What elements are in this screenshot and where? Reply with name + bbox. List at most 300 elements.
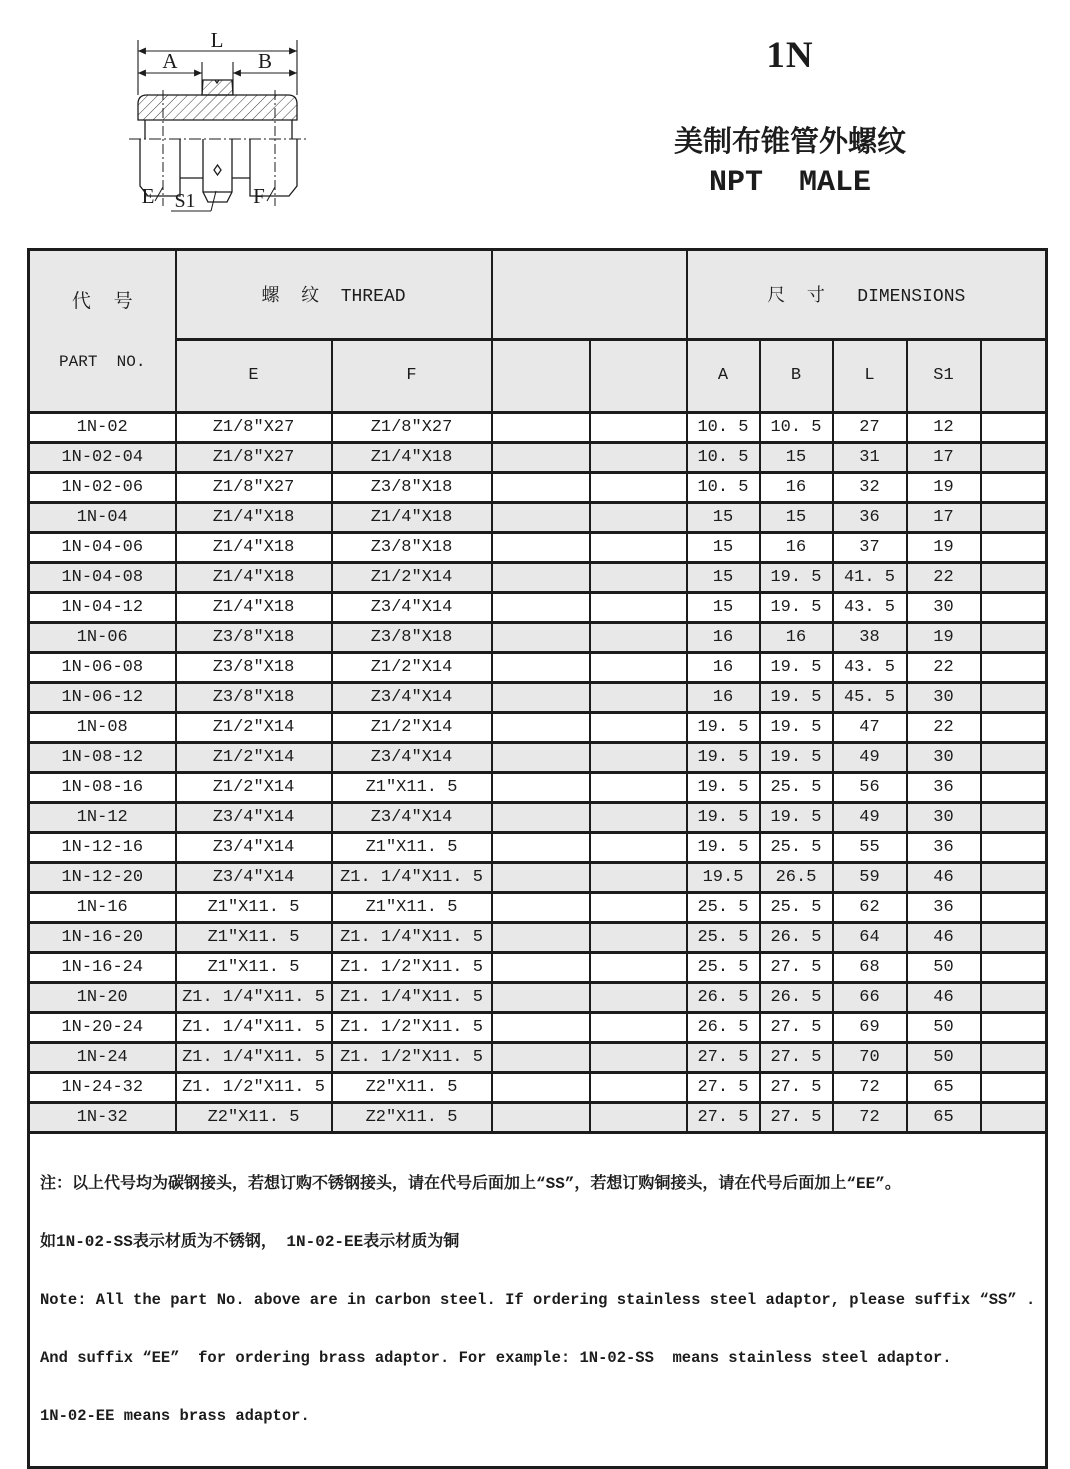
- cell-thread-e: Z1″X11. 5: [176, 893, 332, 923]
- cell-empty: [590, 443, 687, 473]
- table-row: [29, 773, 1047, 803]
- cell-dim-b: 25. 5: [760, 893, 833, 923]
- header-col-l: L: [833, 339, 907, 412]
- cell-dim-b: 19. 5: [760, 653, 833, 683]
- cell-dim-b: 25. 5: [760, 833, 833, 863]
- cell-dim-l: 69: [833, 1013, 907, 1043]
- cell-thread-f: Z1/8″X27: [332, 413, 492, 443]
- cell-part-no: 1N-20-24: [29, 1013, 176, 1043]
- table-row: [29, 863, 1047, 893]
- cell-dim-s1: 30: [907, 803, 981, 833]
- cell-empty: [590, 1043, 687, 1073]
- cell-empty: [590, 1073, 687, 1103]
- cell-dim-l: 43. 5: [833, 593, 907, 623]
- cell-empty: [590, 623, 687, 653]
- cell-thread-f: Z3/4″X14: [332, 683, 492, 713]
- cell-dim-s1: 12: [907, 413, 981, 443]
- cell-dim-a: 15: [687, 593, 760, 623]
- cell-thread-f: Z1. 1/2″X11. 5: [332, 1043, 492, 1073]
- cell-thread-f: Z3/8″X18: [332, 623, 492, 653]
- table-row: [29, 923, 1047, 953]
- cell-empty: [492, 1073, 590, 1103]
- cell-thread-e: Z1. 1/4″X11. 5: [176, 1043, 332, 1073]
- header-col-empty-1: [492, 339, 590, 412]
- cell-dim-s1: 17: [907, 443, 981, 473]
- cell-dim-a: 25. 5: [687, 953, 760, 983]
- cell-empty: [492, 683, 590, 713]
- cell-empty: [492, 593, 590, 623]
- cell-dim-a: 15: [687, 563, 760, 593]
- cell-empty: [981, 743, 1047, 773]
- note-row: [29, 1133, 1047, 1468]
- cell-part-no: 1N-16-24: [29, 953, 176, 983]
- cell-empty: [492, 713, 590, 743]
- table-row: [29, 473, 1047, 503]
- table-row: [29, 713, 1047, 743]
- cell-dim-b: 15: [760, 503, 833, 533]
- cell-dim-l: 66: [833, 983, 907, 1013]
- cell-empty: [590, 983, 687, 1013]
- cell-dim-l: 72: [833, 1073, 907, 1103]
- cell-dim-s1: 46: [907, 923, 981, 953]
- header-part-no: [29, 250, 176, 413]
- table-row: [29, 563, 1047, 593]
- header-thread-group: 螺 纹 THREAD: [176, 250, 492, 340]
- cell-thread-f: Z1. 1/4″X11. 5: [332, 983, 492, 1013]
- cell-thread-e: Z1/2″X14: [176, 743, 332, 773]
- cell-empty: [492, 1013, 590, 1043]
- cell-dim-b: 26.5: [760, 863, 833, 893]
- cell-empty: [590, 743, 687, 773]
- cell-thread-e: Z1/4″X18: [176, 533, 332, 563]
- subtitle-chinese: 美制布锥管外螺纹: [673, 126, 906, 158]
- note-line-cn-2: 如1N-02-SS表示材质为不锈钢， 1N-02-EE表示材质为铜: [40, 1233, 460, 1251]
- note-line-en-3: 1N-02-EE means brass adaptor.: [40, 1407, 310, 1425]
- cell-part-no: 1N-12-20: [29, 863, 176, 893]
- cell-part-no: 1N-08-12: [29, 743, 176, 773]
- cell-empty: [590, 413, 687, 443]
- cell-empty: [492, 1103, 590, 1133]
- cell-dim-l: 31: [833, 443, 907, 473]
- cell-dim-l: 55: [833, 833, 907, 863]
- cell-part-no: 1N-24: [29, 1043, 176, 1073]
- cell-thread-e: Z1. 1/2″X11. 5: [176, 1073, 332, 1103]
- cell-empty: [981, 413, 1047, 443]
- cell-thread-f: Z2″X11. 5: [332, 1103, 492, 1133]
- cell-thread-e: Z3/8″X18: [176, 653, 332, 683]
- cell-dim-b: 19. 5: [760, 803, 833, 833]
- cell-empty: [492, 953, 590, 983]
- cell-dim-l: 45. 5: [833, 683, 907, 713]
- cell-empty: [492, 473, 590, 503]
- cell-dim-l: 68: [833, 953, 907, 983]
- header-col-empty-3: [981, 339, 1047, 412]
- note-line-en-2: And suffix “EE” for ordering brass adaptor. For example: 1N-02-SS means stainless steel adaptor.: [40, 1349, 952, 1367]
- cell-thread-e: Z1. 1/4″X11. 5: [176, 983, 332, 1013]
- cell-thread-f: Z3/4″X14: [332, 593, 492, 623]
- cell-dim-b: 19. 5: [760, 563, 833, 593]
- table-row: [29, 593, 1047, 623]
- cell-dim-b: 16: [760, 533, 833, 563]
- cell-empty: [590, 773, 687, 803]
- dim-label-e: E: [141, 184, 155, 208]
- table-row: [29, 953, 1047, 983]
- cell-empty: [981, 1103, 1047, 1133]
- cell-part-no: 1N-04-12: [29, 593, 176, 623]
- table-row: [29, 743, 1047, 773]
- cell-empty: [590, 653, 687, 683]
- cell-empty: [590, 533, 687, 563]
- cell-thread-f: Z1″X11. 5: [332, 773, 492, 803]
- header-col-e: E: [176, 339, 332, 412]
- cell-dim-b: 27. 5: [760, 1073, 833, 1103]
- cell-thread-e: Z1″X11. 5: [176, 953, 332, 983]
- cell-empty: [981, 623, 1047, 653]
- dim-label-f: F: [253, 184, 265, 208]
- table-row: [29, 1073, 1047, 1103]
- cell-dim-l: 56: [833, 773, 907, 803]
- cell-dim-l: 59: [833, 863, 907, 893]
- cell-dim-s1: 19: [907, 533, 981, 563]
- header-col-f: F: [332, 339, 492, 412]
- cell-thread-e: Z1/8″X27: [176, 443, 332, 473]
- table-row: [29, 893, 1047, 923]
- cell-thread-f: Z2″X11. 5: [332, 1073, 492, 1103]
- cell-dim-s1: 19: [907, 623, 981, 653]
- cell-empty: [590, 803, 687, 833]
- cell-dim-b: 19. 5: [760, 743, 833, 773]
- header-col-empty-2: [590, 339, 687, 412]
- dim-label-s1: S1: [174, 190, 196, 212]
- cell-thread-f: Z1/4″X18: [332, 503, 492, 533]
- cell-dim-l: 38: [833, 623, 907, 653]
- cell-thread-f: Z1/2″X14: [332, 563, 492, 593]
- cell-empty: [981, 503, 1047, 533]
- cell-dim-a: 10. 5: [687, 443, 760, 473]
- cell-dim-l: 47: [833, 713, 907, 743]
- dim-label-a: A: [162, 49, 178, 73]
- cell-empty: [590, 833, 687, 863]
- cell-dim-b: 27. 5: [760, 1013, 833, 1043]
- cell-dim-b: 25. 5: [760, 773, 833, 803]
- cell-empty: [590, 563, 687, 593]
- cell-dim-s1: 17: [907, 503, 981, 533]
- cell-part-no: 1N-04: [29, 503, 176, 533]
- cell-empty: [981, 893, 1047, 923]
- cell-dim-s1: 50: [907, 953, 981, 983]
- cell-dim-s1: 65: [907, 1103, 981, 1133]
- cell-dim-a: 16: [687, 683, 760, 713]
- header-col-a: A: [687, 339, 760, 412]
- cell-dim-b: 10. 5: [760, 413, 833, 443]
- cell-dim-l: 62: [833, 893, 907, 923]
- cell-empty: [981, 443, 1047, 473]
- cell-dim-l: 41. 5: [833, 563, 907, 593]
- cell-empty: [492, 833, 590, 863]
- cell-dim-l: 27: [833, 413, 907, 443]
- cell-empty: [981, 563, 1047, 593]
- cell-dim-s1: 30: [907, 593, 981, 623]
- table-row: [29, 803, 1047, 833]
- cell-dim-a: 10. 5: [687, 413, 760, 443]
- cell-dim-a: 26. 5: [687, 983, 760, 1013]
- cell-thread-e: Z2″X11. 5: [176, 1103, 332, 1133]
- cell-empty: [590, 503, 687, 533]
- cell-thread-f: Z3/8″X18: [332, 473, 492, 503]
- cell-thread-f: Z1/2″X14: [332, 653, 492, 683]
- cell-empty: [590, 1013, 687, 1043]
- cell-dim-s1: 36: [907, 773, 981, 803]
- cell-empty: [981, 863, 1047, 893]
- cell-empty: [981, 773, 1047, 803]
- cell-empty: [590, 593, 687, 623]
- cell-dim-b: 16: [760, 623, 833, 653]
- cell-dim-l: 64: [833, 923, 907, 953]
- cell-thread-e: Z1″X11. 5: [176, 923, 332, 953]
- cell-dim-a: 27. 5: [687, 1043, 760, 1073]
- cell-dim-b: 27. 5: [760, 1043, 833, 1073]
- dim-label-b: B: [257, 49, 273, 73]
- cell-empty: [981, 833, 1047, 863]
- cell-empty: [590, 713, 687, 743]
- cell-thread-e: Z3/8″X18: [176, 623, 332, 653]
- cell-dim-s1: 46: [907, 983, 981, 1013]
- table-row: [29, 653, 1047, 683]
- cell-empty: [492, 923, 590, 953]
- cell-empty: [492, 863, 590, 893]
- cell-dim-b: 19. 5: [760, 593, 833, 623]
- dim-label-l: L: [210, 28, 224, 52]
- cell-thread-e: Z3/4″X14: [176, 833, 332, 863]
- cell-empty: [981, 1043, 1047, 1073]
- cell-dim-l: 32: [833, 473, 907, 503]
- table-header: [29, 250, 1047, 413]
- cell-dim-l: 70: [833, 1043, 907, 1073]
- table-row: [29, 683, 1047, 713]
- cell-thread-f: Z3/4″X14: [332, 803, 492, 833]
- cell-thread-e: Z1/4″X18: [176, 503, 332, 533]
- table-row: [29, 983, 1047, 1013]
- cell-thread-f: Z1. 1/4″X11. 5: [332, 923, 492, 953]
- table-row: [29, 1103, 1047, 1133]
- cell-dim-b: 16: [760, 473, 833, 503]
- cell-part-no: 1N-20: [29, 983, 176, 1013]
- cell-dim-s1: 36: [907, 893, 981, 923]
- cell-empty: [981, 1013, 1047, 1043]
- cell-thread-f: Z1. 1/4″X11. 5: [332, 863, 492, 893]
- cell-dim-a: 19. 5: [687, 773, 760, 803]
- cell-empty: [590, 953, 687, 983]
- subtitle-english: NPT MALE: [708, 166, 872, 200]
- cell-empty: [590, 893, 687, 923]
- cell-dim-a: 10. 5: [687, 473, 760, 503]
- table-row: [29, 1013, 1047, 1043]
- cell-dim-l: 36: [833, 503, 907, 533]
- note-line-cn-1: 注：以上代号均为碳钢接头，若想订购不锈钢接头，请在代号后面加上“SS”，若想订购铜接头，请在代号后面加上“EE”。: [40, 1175, 901, 1193]
- cell-empty: [492, 623, 590, 653]
- cell-dim-a: 27. 5: [687, 1103, 760, 1133]
- cell-dim-a: 27. 5: [687, 1073, 760, 1103]
- cell-thread-f: Z1. 1/2″X11. 5: [332, 1013, 492, 1043]
- cell-dim-s1: 22: [907, 563, 981, 593]
- cell-dim-s1: 30: [907, 743, 981, 773]
- cell-empty: [590, 923, 687, 953]
- cell-empty: [590, 473, 687, 503]
- cell-dim-a: 16: [687, 623, 760, 653]
- table-row: [29, 533, 1047, 563]
- cell-part-no: 1N-04-08: [29, 563, 176, 593]
- cell-empty: [590, 863, 687, 893]
- cell-dim-b: 19. 5: [760, 713, 833, 743]
- header-empty-group: [492, 250, 687, 340]
- cell-dim-a: 19. 5: [687, 833, 760, 863]
- cell-dim-b: 27. 5: [760, 1103, 833, 1133]
- cell-dim-s1: 22: [907, 653, 981, 683]
- cell-part-no: 1N-24-32: [29, 1073, 176, 1103]
- cell-dim-a: 15: [687, 533, 760, 563]
- cell-dim-b: 26. 5: [760, 983, 833, 1013]
- table-row: [29, 413, 1047, 443]
- cell-part-no: 1N-02-06: [29, 473, 176, 503]
- cell-part-no: 1N-16-20: [29, 923, 176, 953]
- cell-empty: [492, 1043, 590, 1073]
- cell-empty: [492, 893, 590, 923]
- cell-thread-e: Z1/8″X27: [176, 413, 332, 443]
- cell-thread-e: Z1. 1/4″X11. 5: [176, 1013, 332, 1043]
- table-row: [29, 443, 1047, 473]
- cell-thread-f: Z1/4″X18: [332, 443, 492, 473]
- cell-thread-e: Z1/4″X18: [176, 563, 332, 593]
- cell-thread-f: Z3/8″X18: [332, 533, 492, 563]
- cell-thread-e: Z3/4″X14: [176, 863, 332, 893]
- cell-part-no: 1N-12: [29, 803, 176, 833]
- cell-dim-a: 25. 5: [687, 923, 760, 953]
- cell-part-no: 1N-06: [29, 623, 176, 653]
- cell-part-no: 1N-08: [29, 713, 176, 743]
- cell-thread-e: Z1/8″X27: [176, 473, 332, 503]
- cell-dim-s1: 50: [907, 1013, 981, 1043]
- cell-dim-b: 27. 5: [760, 953, 833, 983]
- cell-part-no: 1N-32: [29, 1103, 176, 1133]
- note-line-en-1: Note: All the part No. above are in carbon steel. If ordering stainless steel adaptor, please suffix “SS” .: [40, 1291, 1036, 1309]
- note-section: [29, 1133, 1047, 1468]
- cell-dim-s1: 46: [907, 863, 981, 893]
- cell-dim-b: 19. 5: [760, 683, 833, 713]
- cell-part-no: 1N-12-16: [29, 833, 176, 863]
- cell-part-no: 1N-08-16: [29, 773, 176, 803]
- cell-dim-l: 37: [833, 533, 907, 563]
- cell-empty: [492, 803, 590, 833]
- cell-thread-e: Z1/2″X14: [176, 713, 332, 743]
- header-col-b: B: [760, 339, 833, 412]
- cell-dim-l: 49: [833, 803, 907, 833]
- cell-empty: [590, 683, 687, 713]
- table-row: [29, 623, 1047, 653]
- header-part-no-cn: 代 号: [71, 291, 133, 313]
- cell-thread-f: Z3/4″X14: [332, 743, 492, 773]
- cell-empty: [492, 743, 590, 773]
- cell-dim-l: 43. 5: [833, 653, 907, 683]
- table-row: [29, 1043, 1047, 1073]
- cell-empty: [981, 713, 1047, 743]
- cell-dim-a: 19. 5: [687, 803, 760, 833]
- cell-empty: [981, 923, 1047, 953]
- cell-empty: [590, 1103, 687, 1133]
- cell-dim-a: 16: [687, 653, 760, 683]
- cell-empty: [981, 593, 1047, 623]
- cell-thread-f: Z1. 1/2″X11. 5: [332, 953, 492, 983]
- table-row: [29, 503, 1047, 533]
- page-title: 1N: [766, 35, 814, 76]
- cell-dim-s1: 19: [907, 473, 981, 503]
- cell-dim-b: 26. 5: [760, 923, 833, 953]
- cell-thread-f: Z1″X11. 5: [332, 833, 492, 863]
- cell-dim-s1: 22: [907, 713, 981, 743]
- cell-dim-l: 72: [833, 1103, 907, 1133]
- cell-dim-a: 19. 5: [687, 713, 760, 743]
- cell-thread-e: Z3/8″X18: [176, 683, 332, 713]
- cell-empty: [492, 503, 590, 533]
- cell-dim-s1: 65: [907, 1073, 981, 1103]
- cell-empty: [981, 953, 1047, 983]
- cell-thread-f: Z1/2″X14: [332, 713, 492, 743]
- cell-empty: [492, 773, 590, 803]
- cell-thread-e: Z1/4″X18: [176, 593, 332, 623]
- cell-part-no: 1N-02-04: [29, 443, 176, 473]
- cell-empty: [981, 803, 1047, 833]
- cell-empty: [981, 473, 1047, 503]
- title-block: [620, 36, 960, 200]
- table-body: [29, 413, 1047, 1133]
- cell-dim-s1: 36: [907, 833, 981, 863]
- header-dimensions-group: 尺 寸 DIMENSIONS: [687, 250, 1047, 340]
- cell-part-no: 1N-06-08: [29, 653, 176, 683]
- cell-empty: [492, 563, 590, 593]
- cell-dim-s1: 50: [907, 1043, 981, 1073]
- cell-empty: [981, 983, 1047, 1013]
- cell-dim-a: 19. 5: [687, 743, 760, 773]
- cell-empty: [981, 1073, 1047, 1103]
- cell-part-no: 1N-06-12: [29, 683, 176, 713]
- cell-empty: [492, 653, 590, 683]
- cell-dim-a: 25. 5: [687, 893, 760, 923]
- cell-thread-e: Z1/2″X14: [176, 773, 332, 803]
- cell-part-no: 1N-02: [29, 413, 176, 443]
- cell-empty: [981, 683, 1047, 713]
- cell-empty: [492, 413, 590, 443]
- cell-empty: [981, 653, 1047, 683]
- cell-thread-e: Z3/4″X14: [176, 803, 332, 833]
- spec-table: [27, 248, 1048, 1469]
- fitting-technical-drawing: [25, 10, 325, 230]
- cell-dim-b: 15: [760, 443, 833, 473]
- cell-dim-s1: 30: [907, 683, 981, 713]
- cell-part-no: 1N-04-06: [29, 533, 176, 563]
- cell-dim-a: 26. 5: [687, 1013, 760, 1043]
- cell-dim-l: 49: [833, 743, 907, 773]
- cell-empty: [492, 533, 590, 563]
- table-row: [29, 833, 1047, 863]
- cell-thread-f: Z1″X11. 5: [332, 893, 492, 923]
- cell-empty: [492, 443, 590, 473]
- header-col-s1: S1: [907, 339, 981, 412]
- cell-dim-a: 19.5: [687, 863, 760, 893]
- cell-empty: [981, 533, 1047, 563]
- cell-part-no: 1N-16: [29, 893, 176, 923]
- cell-dim-a: 15: [687, 503, 760, 533]
- header-part-no-en: PART NO.: [59, 353, 146, 371]
- cell-empty: [492, 983, 590, 1013]
